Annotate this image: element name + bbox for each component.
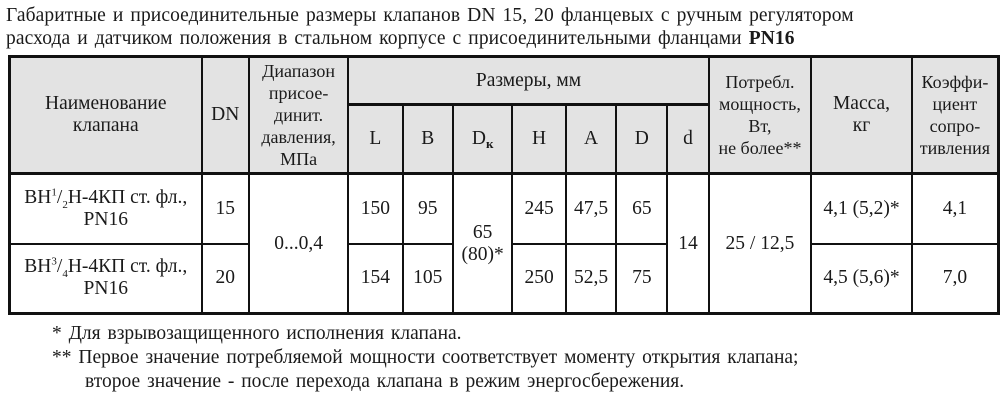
cell-L: 150: [348, 174, 402, 244]
cell-A: 52,5: [566, 244, 617, 314]
cell-L: 154: [348, 244, 402, 314]
header-name: [10, 57, 202, 174]
header-power-line: мощность,: [718, 94, 801, 114]
header-name-text: Наименование клапана: [45, 93, 167, 136]
header-power-line: Потребл.: [725, 72, 795, 92]
valve-name-line-2: PN16: [83, 278, 128, 300]
table-row: [10, 174, 999, 244]
cell-power: 25 / 12,5: [709, 174, 811, 314]
cell-mass: 4,5 (5,6)*: [811, 244, 912, 314]
fraction-denominator: 2: [62, 198, 68, 211]
cell-B: 105: [403, 244, 453, 314]
footnote-2: ** Первое значение потребляемой мощности соответствует моменту открытия клапана;: [52, 347, 799, 368]
cell-H: 245: [512, 174, 565, 244]
header-Dk-main: D: [471, 128, 486, 149]
cell-d: 14: [667, 174, 708, 314]
footnote-2-continued: второе значение - после перехода клапана в режим энергосбережения.: [85, 371, 685, 392]
header-D: D: [616, 105, 667, 174]
cell-coefficient: 7,0: [912, 244, 999, 314]
fraction-denominator: 4: [62, 268, 68, 281]
valve-name-line-2: PN16: [83, 208, 128, 230]
title-line-2: [6, 27, 996, 50]
header-power-line: не более**: [718, 138, 802, 158]
title-line-1: Габаритные и присоединительные размеры клапанов DN 15, 20 фланцевых с ручным регулятором: [6, 5, 854, 26]
header-power: [709, 57, 811, 174]
header-coef-line: Коэффи-: [921, 72, 989, 92]
header-Dk-sub: к: [485, 136, 494, 151]
header-d: d: [667, 105, 708, 174]
cell-Dk-line-1: 65: [472, 221, 493, 243]
header-L: L: [348, 105, 402, 174]
cell-valve-name: [10, 244, 202, 314]
footnotes: [52, 322, 798, 394]
header-range-line: динит.: [274, 105, 324, 125]
cell-Dk: [453, 174, 513, 314]
header-range-line: Диапазон: [262, 61, 336, 81]
header-power-line: Вт,: [748, 116, 772, 136]
cell-valve-name: [10, 174, 202, 244]
header-mass-line: кг: [852, 115, 871, 136]
valve-dimensions-table: [8, 55, 1000, 315]
fraction-numerator: 3: [51, 255, 57, 268]
header-B: B: [403, 105, 453, 174]
header-coefficient: [912, 57, 999, 174]
header-coef-line: сопро-: [929, 116, 981, 136]
footnote-1: * Для взрывозащищенного исполнения клапана.: [52, 323, 462, 344]
header-coef-line: циент: [932, 94, 978, 114]
header-H: H: [512, 105, 565, 174]
fraction-numerator: 1: [51, 186, 57, 199]
document-title: [6, 4, 996, 50]
header-range-line: присое-: [268, 83, 329, 103]
cell-dn: 15: [202, 174, 249, 244]
cell-D: 75: [616, 244, 667, 314]
header-sizes-group: Размеры, мм: [348, 57, 709, 105]
cell-B: 95: [403, 174, 453, 244]
header-A: A: [566, 105, 617, 174]
cell-pressure-range: 0...0,4: [249, 174, 348, 314]
header-dn: DN: [202, 57, 249, 174]
header-mass-line: Масса,: [832, 93, 891, 114]
header-pressure-range: [249, 57, 348, 174]
cell-mass: 4,1 (5,2)*: [811, 174, 912, 244]
cell-coefficient: 4,1: [912, 174, 999, 244]
valve-name-prefix: ВН: [24, 186, 52, 208]
header-mass: [811, 57, 912, 174]
cell-A: 47,5: [566, 174, 617, 244]
valve-name-prefix: ВН: [24, 256, 52, 278]
title-line-2-text: расхода и датчиком положения в стальном корпусе с присоединительными фланцами: [6, 28, 749, 49]
header-Dk: [453, 105, 513, 174]
cell-H: 250: [512, 244, 565, 314]
header-coef-line: тивления: [919, 138, 991, 158]
cell-Dk-line-2: (80)*: [461, 243, 504, 265]
header-range-line: МПа: [280, 149, 318, 169]
cell-dn: 20: [202, 244, 249, 314]
cell-D: 65: [616, 174, 667, 244]
valve-name-line-1: $ВН^3/_4Н-4КП$ ст. фл.,: [24, 255, 188, 281]
valve-name-suffix: Н-4КП ст. фл.,: [67, 186, 188, 208]
valve-name-suffix: Н-4КП ст. фл.,: [67, 256, 188, 278]
valve-name-line-1: $ВН^1/_2Н-4КП$ ст. фл.,: [24, 186, 188, 211]
header-range-line: давления,: [261, 127, 336, 147]
title-pn-bold: PN16: [748, 28, 795, 49]
